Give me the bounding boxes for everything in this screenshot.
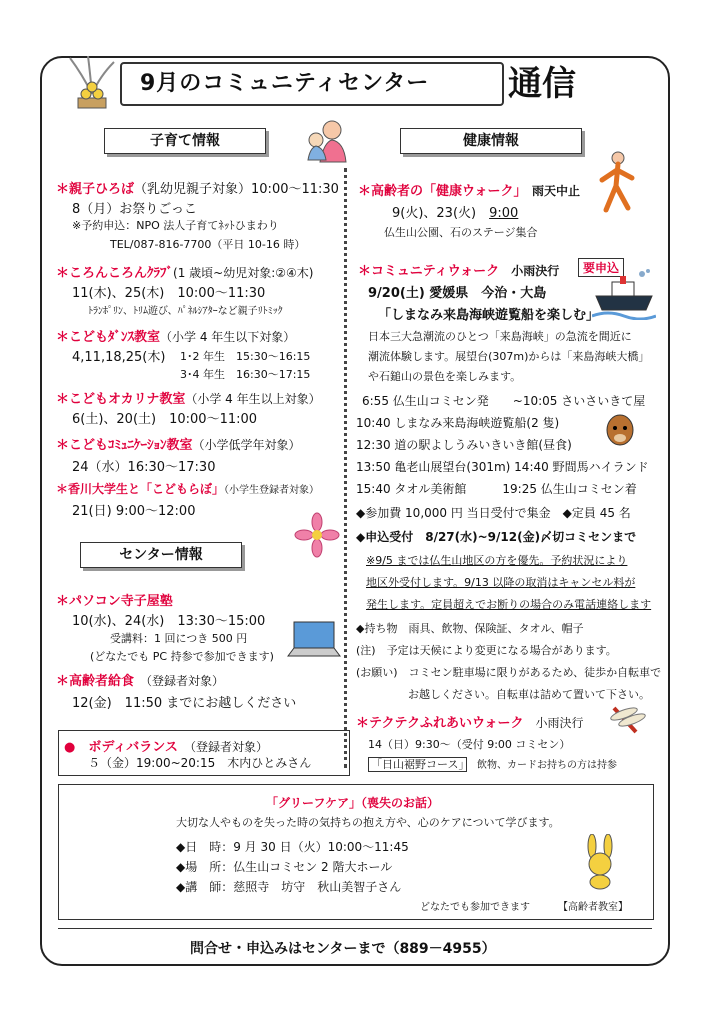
ocarina-row: ＊こどもオカリナ教室（小学 4 年生以上対象） — [56, 392, 321, 407]
dance-row: ＊こどもﾀﾞﾝｽ教室（小学 4 年生以下対象） — [56, 330, 296, 345]
koron-date: 11(木)、25(木) 10:00～11:30 — [72, 286, 266, 301]
apply-required-badge: 要申込 — [578, 258, 624, 277]
cw-note-2: 地区外受付します。9/13 以降の取消はキャンセル料が — [366, 576, 636, 589]
comm-row: ＊こどもｺﾐｭﾆｹｰｼｮﾝ教室（小学低学年対象） — [56, 438, 301, 453]
footer-divider — [58, 928, 652, 929]
column-divider — [344, 168, 347, 768]
grief-date: ◆日 時：9 月 30 日（火）10:00～11:45 — [176, 840, 409, 854]
tekuteku-row: ＊テクテクふれあいウォーク 小雨決行 — [356, 716, 584, 731]
section-center: センター情報 — [80, 542, 242, 568]
cw-desc-2: 潮流体験します。展望台(307m)からは「来島海峡大橋」 — [368, 350, 650, 363]
horse-icon — [600, 408, 640, 448]
schedule-4: 13:50 亀老山展望台(301m) 14:40 野間馬ハイランド — [356, 460, 649, 474]
laptop-icon — [286, 620, 342, 662]
walk-date-row: 9(火)、23(火) 9:00 — [392, 206, 519, 221]
walk-row: ＊高齢者の「健康ウォーク」 雨天中止 — [358, 184, 581, 199]
cw-fee: ◆参加費 10,000 円 当日受付で集金 ◆定員 45 名 — [356, 506, 631, 520]
pc-fee: 受講料：1 回につき 500 円 — [110, 632, 248, 645]
page-title: 9月のコミュニティセンター — [140, 71, 430, 96]
oyako-reserve: ※予約申込：NPO 法人子育てﾈｯﾄひまわり — [72, 219, 279, 232]
meal-row: ＊高齢者給食 （登録者対象） — [56, 674, 225, 689]
pc-note: (どなたでも PC 持参で参加できます) — [90, 650, 274, 663]
cw-request-1: (お願い) コミセン駐車場に限りがあるため、徒歩か自転車で — [356, 666, 662, 679]
cw-caution: (注) 予定は天候により変更になる場合があります。 — [356, 644, 617, 657]
koron-desc: ﾄﾗﾝﾎﾟﾘﾝ、ﾄﾘﾑ遊び、ﾊﾟﾈﾙｼｱﾀｰなど親子ﾘﾄﾐｯｸ — [88, 306, 283, 317]
cw-row: ＊コミュニティウォーク 小雨決行 — [358, 264, 560, 279]
cw-note-3: 発生します。定員超えでお断りの場合のみ電話連絡します — [366, 598, 652, 611]
oyako-row: ＊親子ひろば（乳幼児親子対象）10:00～11:30 — [56, 182, 339, 197]
ship-icon — [592, 268, 656, 320]
grief-place: ◆場 所：仏生山コミセン 2 階大ホール — [176, 860, 393, 874]
dance-g34: 3･4 年生 16:30～17:15 — [180, 368, 311, 381]
ocarina-date: 6(土)、20(土) 10:00～11:00 — [72, 412, 258, 427]
dance-dates: 4,11,18,25(木) — [72, 350, 166, 365]
dance-g12: 1･2 年生 15:30～16:15 — [180, 350, 311, 363]
schedule-2: 10:40 しまなみ来島海峡遊覧船(2 隻) — [356, 416, 560, 430]
walk-place: 仏生山公園、石のステージ集合 — [384, 226, 538, 239]
mother-child-icon — [300, 116, 350, 166]
cw-note-1: ※9/5 までは仏生山地区の方を優先。予約状況により — [366, 554, 628, 567]
walking-man-icon — [592, 150, 642, 216]
grief-class: 【高齢者教室】 — [558, 902, 628, 913]
body-date: ５（金）19:00~20:15 木内ひとみさん — [88, 756, 312, 770]
cw-date: 9/20(土) 愛媛県 今治・大島 — [368, 286, 547, 301]
oyako-tel: TEL/087-816-7700（平日 10-16 時） — [110, 238, 306, 251]
schedule-1: 6:55 仏生山コミセン発 ~10:05 さいさいきて屋 — [362, 394, 646, 408]
grief-desc: 大切な人やものを失った時の気持ちの抱え方や、心のケアについて学びます。 — [176, 816, 560, 829]
schedule-5: 15:40 タオル美術館 19:25 仏生山コミセン着 — [356, 482, 637, 496]
cosmos-flower-icon — [292, 510, 342, 560]
grief-anyone: どなたでも参加できます — [420, 902, 530, 913]
contact-footer: 問合せ・申込みはセンターまで（889－4955） — [190, 941, 496, 957]
koron-row: ＊ころんころんｸﾗﾌﾞ(1 歳頃~幼児対象:②④木) — [56, 266, 314, 281]
rabbit-icon — [580, 834, 620, 890]
body-row: ● ボディバランス （登録者対象） — [64, 740, 268, 755]
cw-items: ◆持ち物 雨具、飲物、保険証、タオル、帽子 — [356, 622, 584, 635]
section-health: 健康情報 — [400, 128, 582, 154]
kagawa-date: 21(日) 9:00～12:00 — [72, 504, 196, 519]
cw-subtitle: 「しまなみ来島海峡遊覧船を楽しむ」 — [378, 308, 600, 323]
pc-title: ＊パソコン寺子屋塾 — [56, 594, 173, 609]
cw-request-2: お越しください。自転車は詰めて置いて下さい。 — [408, 688, 650, 701]
schedule-3: 12:30 道の駅よしうみいきいき館(昼食) — [356, 438, 572, 452]
pc-date: 10(水)、24(水) 13:30～15:00 — [72, 614, 266, 629]
grief-title: 「グリーフケア」（喪失のお話） — [266, 796, 440, 810]
dragonfly-icon — [606, 702, 656, 742]
cw-apply: ◆申込受付 8/27(水)~9/12(金)〆切コミセンまで — [356, 530, 637, 544]
comm-date: 24（水）16:30～17:30 — [72, 460, 216, 475]
section-childcare: 子育て情報 — [104, 128, 266, 154]
grief-lecturer: ◆講 師：慈照寺 坊守 秋山美智子さん — [176, 880, 402, 894]
tekuteku-date: 14（日）9:30～（受付 9:00 コミセン） — [368, 738, 571, 751]
meal-date: 12(金) 11:50 までにお越しください — [72, 696, 297, 711]
oyako-date: 8（月）お祭りごっこ — [72, 202, 198, 217]
kagawa-row: ＊香川大学生と「こどもらぼ」（小学生登録者対象） — [56, 482, 320, 496]
tekuteku-course-row: 「日山裾野コース」 飲物、カードお持ちの方は持参 — [368, 756, 617, 772]
page-title-big: 通信 — [508, 64, 576, 104]
moon-viewing-dango-icon — [62, 54, 122, 114]
cw-desc-3: や石鎚山の景色を楽しみます。 — [368, 370, 522, 383]
cw-desc-1: 日本三大急潮流のひとつ「来島海峡」の急流を間近に — [368, 330, 632, 343]
